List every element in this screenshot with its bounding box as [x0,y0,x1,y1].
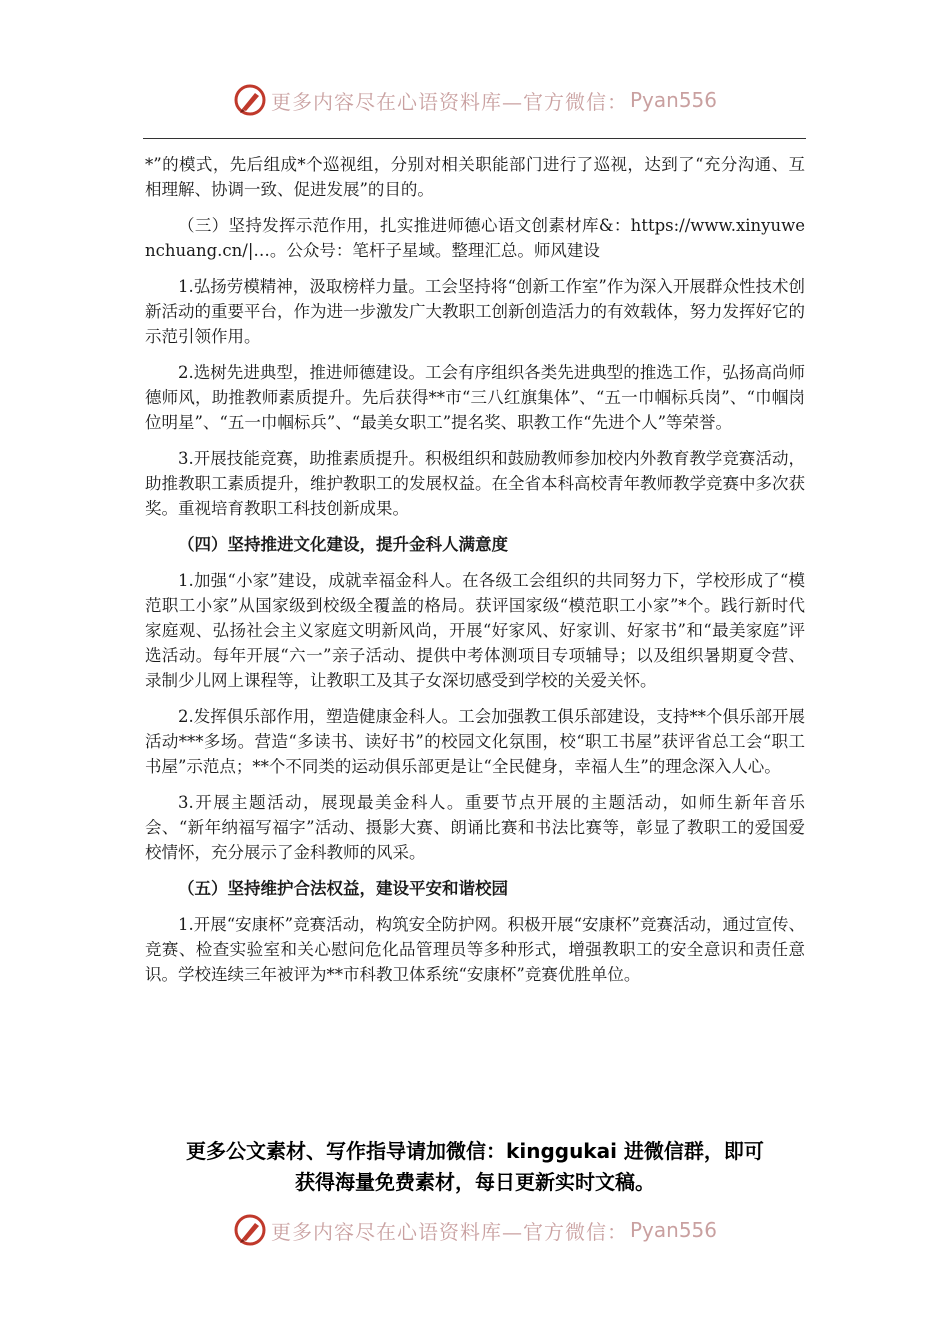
footer-note-line-1: 更多公文素材、写作指导请加微信：kinggukai 进微信群，即可 [186,1139,764,1163]
paragraph: 2.发挥俱乐部作用，塑造健康金科人。工会加强教工俱乐部建设，支持**个俱乐部开展活动***多场。营造“多读书、读好书”的校园文化氛围，校“职工书屋”获评省总工会“职工书屋”示范点；**个不同类的运动俱乐部更是让“全民健身，幸福人生”的理念深入人心。 [145,707,805,776]
header-banner [0,78,950,122]
header-banner-text: 更多内容尽在心语资料库—官方微信： [270,89,628,114]
paragraph: 1.弘扬劳模精神，汲取榜样力量。工会坚持将“创新工作室”作为深入开展群众性技术创新活动的重要平台，作为进一步激发广大教职工创新创造活力的有效载体，努力发挥好它的示范引领作用。 [145,277,805,346]
footer-banner-text: 更多内容尽在心语资料库—官方微信： [270,1219,628,1244]
paragraph-continuation: *”的模式，先后组成*个巡视组，分别对相关职能部门进行了巡视，达到了“充分沟通、互相理解、协调一致、促进发展”的目的。 [145,155,805,199]
paragraph: 2.选树先进典型，推进师德建设。工会有序组织各类先进典型的推选工作，弘扬高尚师德师风，助推教师素质提升。先后获得**市“三八红旗集体”、“五一巾帼标兵岗”、“巾帼岗位明星”、“五一巾帼标兵”、“最美女职工”提名奖、职教工作“先进个人”等荣誉。 [145,363,805,432]
header-divider [143,138,806,139]
footer-banner-wechat: Pyan556 [629,1218,717,1242]
pen-logo-icon [233,83,267,117]
paragraph: 3.开展技能竞赛，助推素质提升。积极组织和鼓励教师参加校内外教育教学竞赛活动，助推教职工素质提升，维护教职工的发展权益。在全省本科高校青年教师教学竞赛中多次获奖。重视培育教职工科技创新成果。 [145,449,805,518]
footer-banner [0,1208,950,1252]
document-body [145,152,805,998]
pen-logo-icon [233,1213,267,1247]
section-four-heading: （四）坚持推进文化建设，提升金科人满意度 [178,535,508,554]
section-five-heading: （五）坚持维护合法权益，建设平安和谐校园 [178,879,508,898]
footer-promo-note [143,1136,807,1198]
footer-note-line-2: 获得海量免费素材，每日更新实时文稿。 [295,1170,655,1194]
paragraph: 3.开展主题活动，展现最美金科人。重要节点开展的主题活动，如师生新年音乐会、“新年纳福写福字”活动、摄影大赛、朗诵比赛和书法比赛等，彰显了教职工的爱国爱校情怀，充分展示了金科教师的风采。 [145,793,805,862]
section-three-heading: （三）坚持发挥示范作用，扎实推进师德心语文创素材库&：https://www.xinyuwenchuang.cn/|…。公众号：笔杆子星域。整理汇总。师风建设 [145,216,805,260]
paragraph: 1.加强“小家”建设，成就幸福金科人。在各级工会组织的共同努力下，学校形成了“模范职工小家”从国家级到校级全覆盖的格局。获评国家级“模范职工小家”*个。践行新时代家庭观、弘扬社会主义家庭文明新风尚，开展“好家风、好家训、好家书”和“最美家庭”评选活动。每年开展“六一”亲子活动、提供中考体测项目专项辅导；以及组织暑期夏令营、录制少儿网上课程等，让教职工及其子女深切感受到学校的关爱关怀。 [145,571,805,690]
paragraph: 1.开展“安康杯”竞赛活动，构筑安全防护网。积极开展“安康杯”竞赛活动，通过宣传、竞赛、检查实验室和关心慰问危化品管理员等多种形式，增强教职工的安全意识和责任意识。学校连续三年被评为**市科教卫体系统“安康杯”竞赛优胜单位。 [145,915,805,984]
header-banner-wechat: Pyan556 [629,88,717,112]
